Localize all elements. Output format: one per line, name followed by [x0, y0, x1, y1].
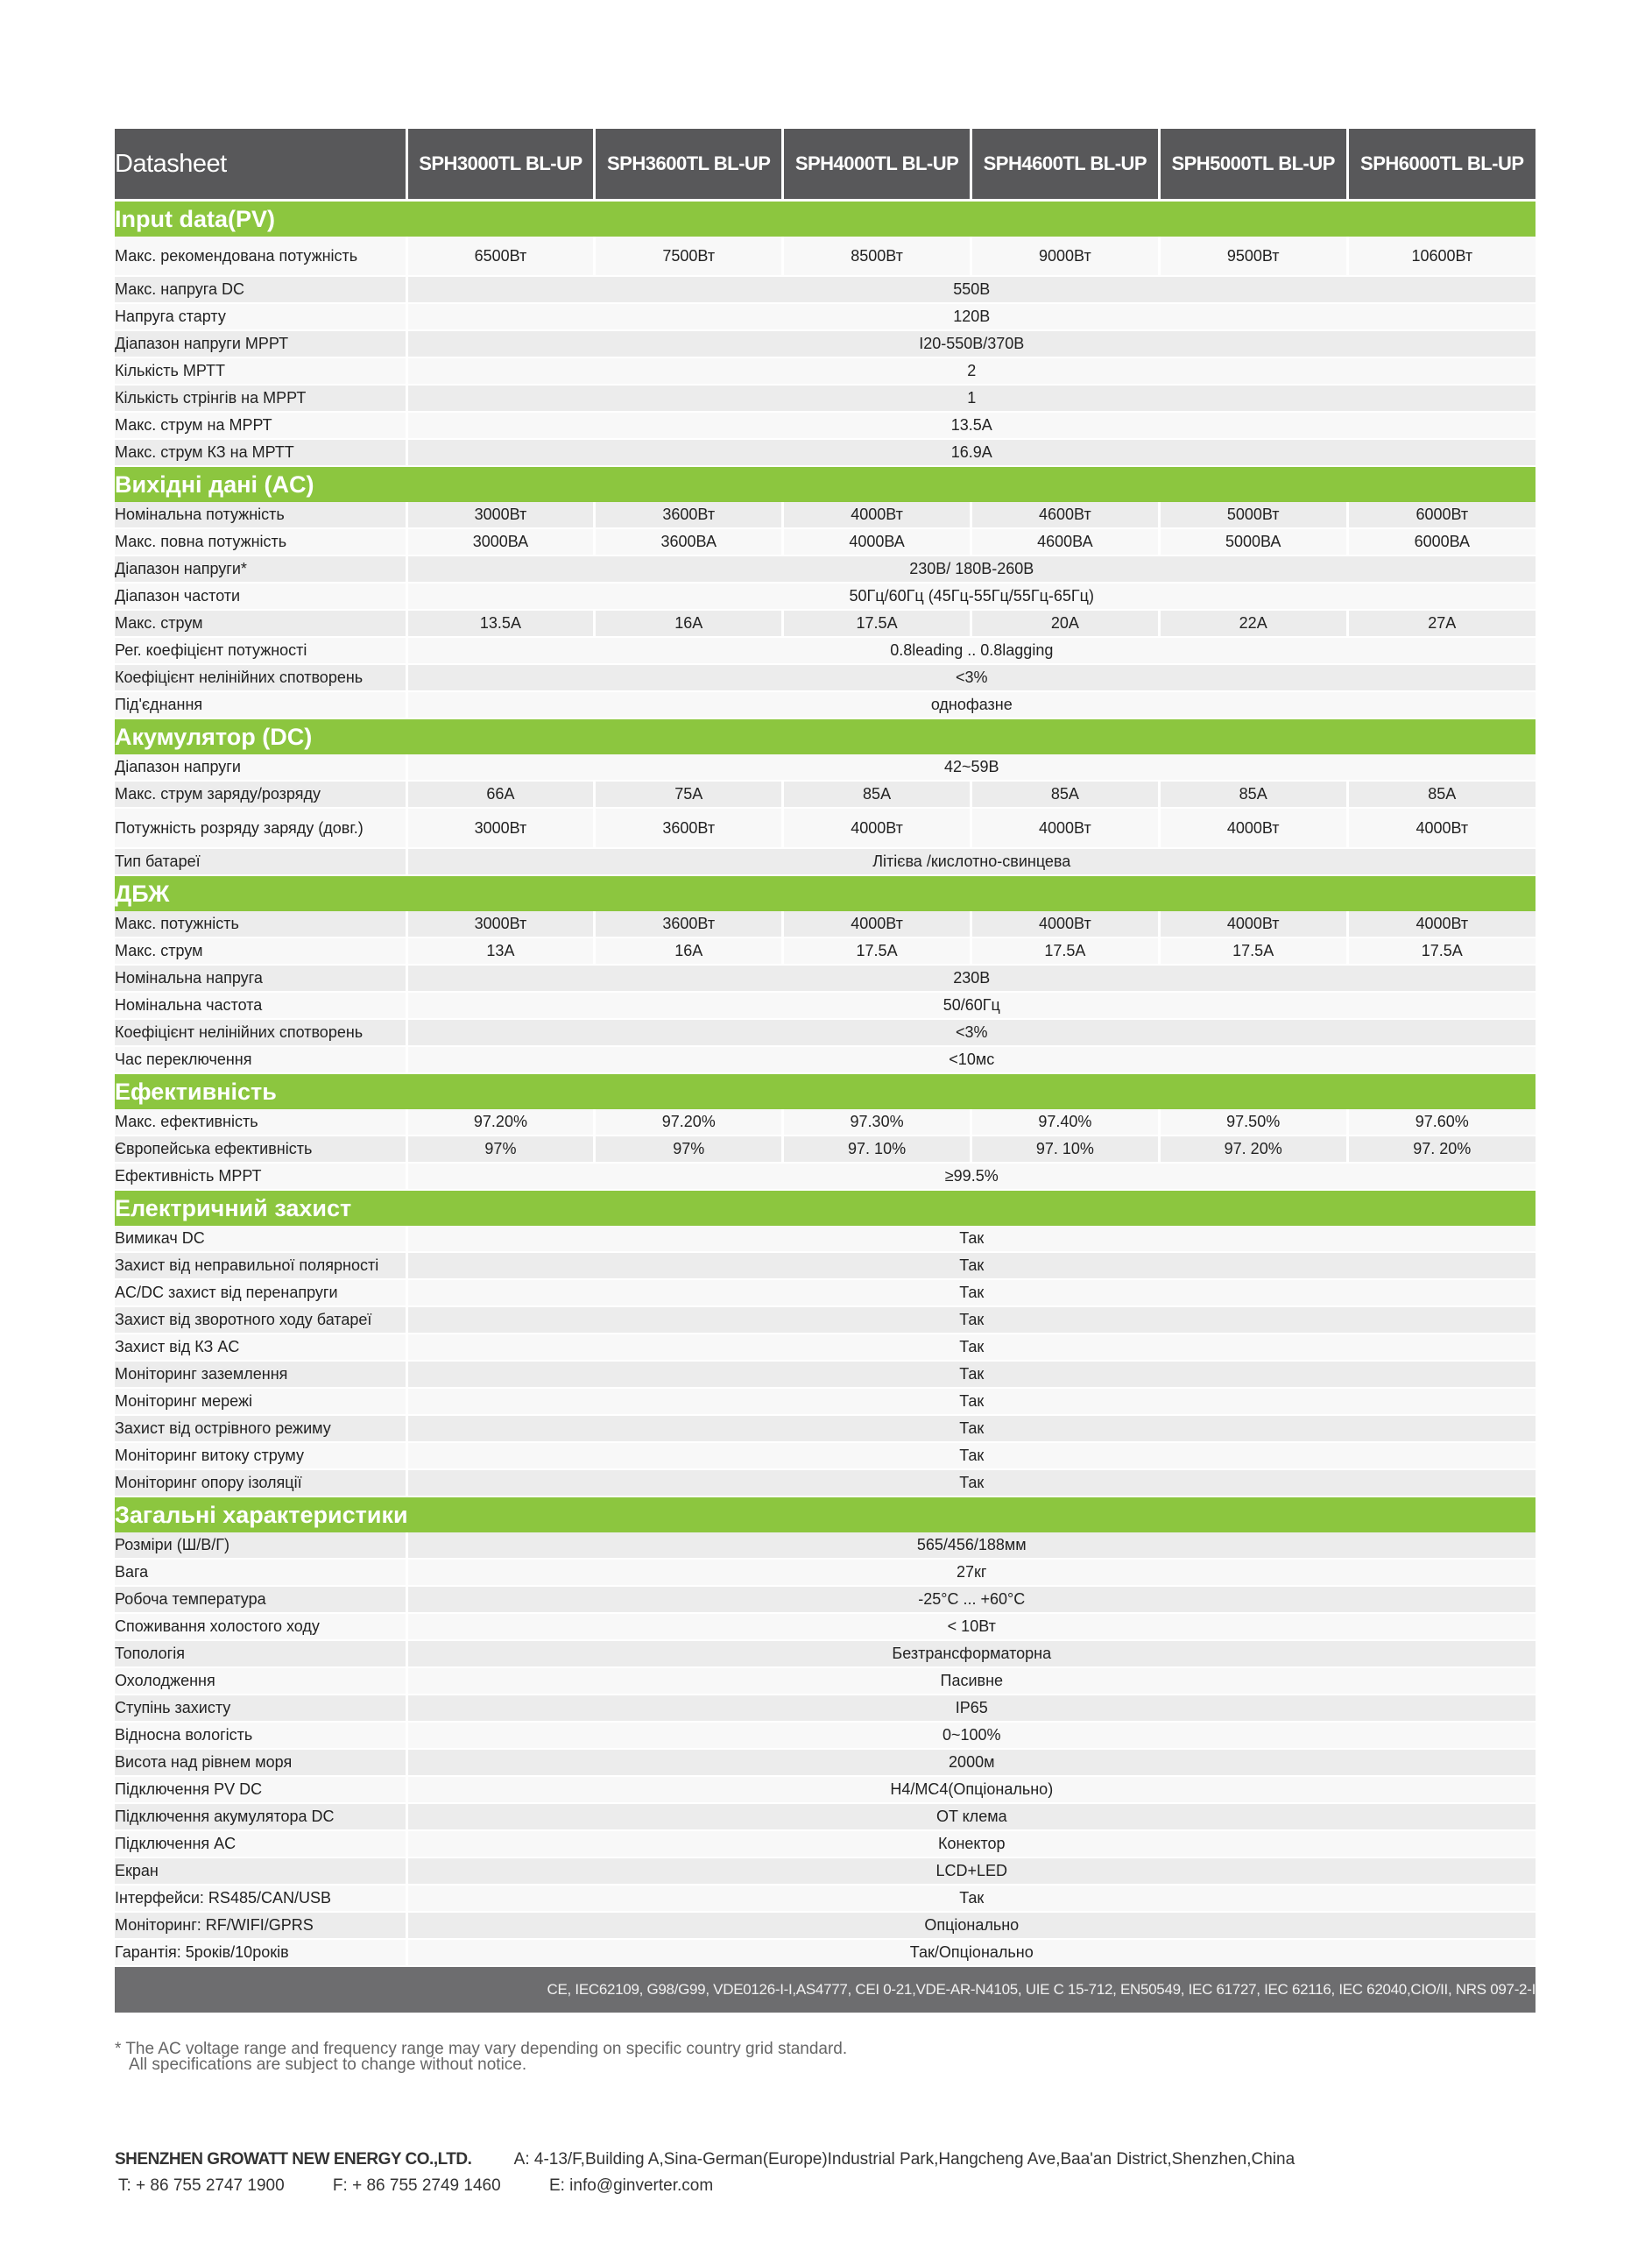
spec-value: OT клема [406, 1803, 1536, 1830]
model-header: SPH5000TL BL-UP [1159, 129, 1347, 201]
spec-label: Макс. струм КЗ на МРТТ [115, 439, 406, 466]
spec-label: Час переключення [115, 1046, 406, 1073]
spec-row [115, 781, 1536, 808]
spec-label: Макс. струм [115, 938, 406, 965]
section-title: Вихідні дані (AC) [115, 466, 1536, 502]
spec-label: Макс. повна потужність [115, 528, 406, 555]
spec-value: 50Гц/60Гц (45Гц-55Гц/55Гц-65Гц) [406, 583, 1536, 610]
spec-value: Так [406, 1334, 1536, 1361]
section-title: Загальні характеристики [115, 1497, 1536, 1532]
section-header [115, 1497, 1536, 1532]
spec-row [115, 1885, 1536, 1912]
spec-value: 97% [406, 1136, 595, 1163]
spec-label: Діапазон напруги* [115, 555, 406, 583]
spec-row [115, 1019, 1536, 1046]
spec-value: 4000ВА [783, 528, 971, 555]
spec-value: -25°C ... +60°C [406, 1586, 1536, 1613]
spec-value: Так [406, 1226, 1536, 1252]
datasheet-body [115, 201, 1536, 1967]
datasheet-title: Datasheet [115, 129, 406, 201]
spec-label: Висота над рівнем моря [115, 1749, 406, 1776]
spec-label: Охолодження [115, 1667, 406, 1695]
spec-row [115, 1722, 1536, 1749]
spec-row [115, 1163, 1536, 1190]
spec-value: 17.5A [783, 938, 971, 965]
spec-label: Рег. коефіцієнт потужності [115, 637, 406, 664]
spec-value: 5000Вт [1159, 502, 1347, 528]
spec-row [115, 848, 1536, 875]
spec-value: 3000Вт [406, 911, 595, 938]
spec-row [115, 610, 1536, 637]
footnote-grid-standard: * The AC voltage range and frequency range may vary depending on specific country grid standard. [115, 2040, 848, 2058]
spec-label: Під'єднання [115, 691, 406, 718]
spec-value: 8500Вт [783, 237, 971, 276]
spec-value: 22A [1159, 610, 1347, 637]
spec-value: 4000Вт [783, 808, 971, 848]
spec-value: 17.5A [1159, 938, 1347, 965]
spec-value: 97.60% [1347, 1109, 1536, 1136]
footnotes [115, 2041, 847, 2073]
spec-row [115, 555, 1536, 583]
spec-value: 9000Вт [971, 237, 1159, 276]
certifications-row [115, 1966, 1536, 2013]
spec-value: 27кг [406, 1559, 1536, 1586]
spec-value: Так [406, 1442, 1536, 1469]
spec-row [115, 330, 1536, 357]
spec-row [115, 1388, 1536, 1415]
section-header [115, 466, 1536, 502]
spec-value: 75A [595, 781, 783, 808]
spec-value: Безтрансформаторна [406, 1640, 1536, 1667]
spec-value: 3600ВА [595, 528, 783, 555]
spec-label: Ефективність МРРТ [115, 1163, 406, 1190]
spec-value: однофазне [406, 691, 1536, 718]
datasheet-table [115, 129, 1536, 2013]
spec-value: 4000Вт [783, 502, 971, 528]
spec-label: Захист від острівного режиму [115, 1415, 406, 1442]
company-name: SHENZHEN GROWATT NEW ENERGY CO.,LTD. [115, 2150, 472, 2169]
spec-value: LCD+LED [406, 1857, 1536, 1885]
spec-label: Захист від зворотного ходу батареї [115, 1306, 406, 1334]
section-title: Електричний захист [115, 1190, 1536, 1226]
spec-value: 6000ВА [1347, 528, 1536, 555]
spec-value: 50/60Гц [406, 992, 1536, 1019]
header-row [115, 129, 1536, 201]
spec-value: 97.20% [595, 1109, 783, 1136]
spec-label: Захист від неправильної полярності [115, 1252, 406, 1279]
spec-label: Підключення акумулятора DC [115, 1803, 406, 1830]
spec-row [115, 1559, 1536, 1586]
company-footer [115, 2150, 1551, 2196]
spec-value: 1 [406, 385, 1536, 412]
spec-value: 16.9A [406, 439, 1536, 466]
spec-value: 5000ВА [1159, 528, 1347, 555]
spec-row [115, 1749, 1536, 1776]
section-header [115, 201, 1536, 237]
spec-value: 85A [1159, 781, 1347, 808]
spec-value: 97. 20% [1159, 1136, 1347, 1163]
spec-value: Літієва /кислотно-свинцева [406, 848, 1536, 875]
model-header: SPH4000TL BL-UP [783, 129, 971, 201]
spec-value: 85A [971, 781, 1159, 808]
spec-value: 97.30% [783, 1109, 971, 1136]
company-email: E: info@ginverter.com [548, 2176, 714, 2195]
spec-value: 4000Вт [1159, 808, 1347, 848]
spec-label: Коефіцієнт нелінійних спотворень [115, 664, 406, 691]
spec-value: Так [406, 1279, 1536, 1306]
spec-value: 17.5A [1347, 938, 1536, 965]
spec-label: Макс. напруга DC [115, 276, 406, 303]
spec-value: Так [406, 1361, 1536, 1388]
spec-row [115, 1912, 1536, 1939]
spec-value: 85A [1347, 781, 1536, 808]
spec-value: 3600Вт [595, 808, 783, 848]
spec-value: 3600Вт [595, 502, 783, 528]
spec-row [115, 1109, 1536, 1136]
spec-value: 3000Вт [406, 808, 595, 848]
spec-value: 13.5A [406, 610, 595, 637]
spec-label: Номінальна напруга [115, 965, 406, 992]
spec-value: 97.40% [971, 1109, 1159, 1136]
spec-label: Макс. рекомендована потужність [115, 237, 406, 276]
spec-row [115, 1830, 1536, 1857]
spec-value: 0.8leading .. 0.8lagging [406, 637, 1536, 664]
spec-label: Розміри (Ш/В/Г) [115, 1532, 406, 1559]
spec-value: 3000Вт [406, 502, 595, 528]
section-header [115, 718, 1536, 754]
spec-label: Інтерфейси: RS485/CAN/USB [115, 1885, 406, 1912]
spec-row [115, 1640, 1536, 1667]
spec-label: Макс. ефективність [115, 1109, 406, 1136]
spec-label: Гарантія: 5років/10років [115, 1939, 406, 1966]
spec-label: AC/DC захист від перенапруги [115, 1279, 406, 1306]
spec-value: Так [406, 1252, 1536, 1279]
model-header: SPH6000TL BL-UP [1347, 129, 1536, 201]
spec-label: Підключення AC [115, 1830, 406, 1857]
spec-label: Макс. струм на МРРТ [115, 412, 406, 439]
spec-value: 230В [406, 965, 1536, 992]
spec-value: 17.5A [783, 610, 971, 637]
spec-value: Пасивне [406, 1667, 1536, 1695]
spec-row [115, 1613, 1536, 1640]
spec-value: 3600Вт [595, 911, 783, 938]
spec-row [115, 938, 1536, 965]
spec-value: Так [406, 1885, 1536, 1912]
footnote-spec-change: All specifications are subject to change without notice. [129, 2055, 527, 2074]
spec-row [115, 1334, 1536, 1361]
spec-label: Вага [115, 1559, 406, 1586]
spec-value: 20A [971, 610, 1159, 637]
spec-label: Європейська ефективність [115, 1136, 406, 1163]
spec-value: 230В/ 180В-260В [406, 555, 1536, 583]
spec-label: Діапазон напруги [115, 754, 406, 781]
spec-label: Макс. потужність [115, 911, 406, 938]
spec-value: 6000Вт [1347, 502, 1536, 528]
spec-value: 16A [595, 938, 783, 965]
spec-value: 4000Вт [1347, 808, 1536, 848]
spec-row [115, 1939, 1536, 1966]
spec-label: Номінальна частота [115, 992, 406, 1019]
spec-value: <3% [406, 664, 1536, 691]
spec-value: 565/456/188мм [406, 1532, 1536, 1559]
spec-value: 0~100% [406, 1722, 1536, 1749]
spec-value: 97. 20% [1347, 1136, 1536, 1163]
section-header [115, 875, 1536, 911]
spec-label: Тип батареї [115, 848, 406, 875]
spec-value: 27A [1347, 610, 1536, 637]
spec-value: 17.5A [971, 938, 1159, 965]
spec-row [115, 439, 1536, 466]
spec-value: Так/Опціонально [406, 1939, 1536, 1966]
spec-value: <10мс [406, 1046, 1536, 1073]
spec-label: Діапазон напруги МРРТ [115, 330, 406, 357]
spec-value: Так [406, 1469, 1536, 1497]
section-header [115, 1073, 1536, 1109]
spec-row [115, 1586, 1536, 1613]
certifications-text: CE, IEC62109, G98/G99, VDE0126-I-I,AS4777, CEI 0-21,VDE-AR-N4105, UIE C 15-712, EN50549, IEC 61727, IEC 62116, IEC 62040,CIO/II, NRS 097-2-I [115, 1966, 1536, 2013]
spec-row [115, 1415, 1536, 1442]
spec-label: Споживання холостого ходу [115, 1613, 406, 1640]
spec-label: Моніторинг витоку струму [115, 1442, 406, 1469]
spec-row [115, 911, 1536, 938]
spec-label: Захист від КЗ AC [115, 1334, 406, 1361]
spec-row [115, 1695, 1536, 1722]
section-title: ДБЖ [115, 875, 1536, 911]
spec-value: 4000Вт [1347, 911, 1536, 938]
model-header: SPH4600TL BL-UP [971, 129, 1159, 201]
spec-value: 7500Вт [595, 237, 783, 276]
spec-row [115, 357, 1536, 385]
spec-row [115, 1667, 1536, 1695]
spec-label: Напруга старту [115, 303, 406, 330]
spec-label: Діапазон частоти [115, 583, 406, 610]
spec-value: <3% [406, 1019, 1536, 1046]
spec-row [115, 1442, 1536, 1469]
spec-row [115, 412, 1536, 439]
spec-row [115, 528, 1536, 555]
spec-row [115, 1469, 1536, 1497]
spec-value: Опціонально [406, 1912, 1536, 1939]
spec-value: 3000ВА [406, 528, 595, 555]
spec-value: < 10Вт [406, 1613, 1536, 1640]
spec-value: 2 [406, 357, 1536, 385]
spec-row [115, 808, 1536, 848]
spec-label: Моніторинг заземлення [115, 1361, 406, 1388]
spec-value: I20-550В/370В [406, 330, 1536, 357]
spec-value: 120В [406, 303, 1536, 330]
spec-row [115, 385, 1536, 412]
spec-row [115, 1226, 1536, 1252]
spec-row [115, 276, 1536, 303]
spec-row [115, 1046, 1536, 1073]
spec-label: Коефіцієнт нелінійних спотворень [115, 1019, 406, 1046]
spec-row [115, 754, 1536, 781]
spec-value: 4600Вт [971, 502, 1159, 528]
spec-value: 6500Вт [406, 237, 595, 276]
spec-value: 4000Вт [1159, 911, 1347, 938]
spec-label: Моніторинг мережі [115, 1388, 406, 1415]
spec-label: Моніторинг: RF/WIFI/GPRS [115, 1912, 406, 1939]
spec-row [115, 1279, 1536, 1306]
spec-value: IP65 [406, 1695, 1536, 1722]
section-header [115, 1190, 1536, 1226]
section-title: Акумулятор (DC) [115, 718, 1536, 754]
spec-label: Кількість стрінгів на МРРТ [115, 385, 406, 412]
spec-value: 2000м [406, 1749, 1536, 1776]
spec-value: 42~59В [406, 754, 1536, 781]
spec-row [115, 965, 1536, 992]
spec-value: Так [406, 1388, 1536, 1415]
spec-row [115, 1136, 1536, 1163]
spec-label: Топологія [115, 1640, 406, 1667]
spec-label: Підключення PV DC [115, 1776, 406, 1803]
model-header: SPH3600TL BL-UP [595, 129, 783, 201]
spec-label: Макс. струм [115, 610, 406, 637]
spec-value: H4/MC4(Опціонально) [406, 1776, 1536, 1803]
spec-label: Відносна вологість [115, 1722, 406, 1749]
spec-row [115, 1857, 1536, 1885]
company-phone: T: + 86 755 2747 1900 [118, 2176, 285, 2195]
spec-row [115, 992, 1536, 1019]
spec-row [115, 691, 1536, 718]
company-fax: F: + 86 755 2749 1460 [332, 2176, 501, 2195]
spec-row [115, 637, 1536, 664]
spec-value: 4000Вт [971, 911, 1159, 938]
model-header: SPH3000TL BL-UP [406, 129, 595, 201]
company-address: A: 4-13/F,Building A,Sina-German(Europe)Industrial Park,Hangcheng Ave,Baa'an District,Shenzhen,China [513, 2150, 1295, 2169]
spec-value: 13A [406, 938, 595, 965]
spec-value: 97. 10% [783, 1136, 971, 1163]
spec-value: 66A [406, 781, 595, 808]
spec-value: 97.50% [1159, 1109, 1347, 1136]
spec-row [115, 303, 1536, 330]
spec-row [115, 583, 1536, 610]
spec-value: 97% [595, 1136, 783, 1163]
spec-label: Ступінь захисту [115, 1695, 406, 1722]
spec-value: 9500Вт [1159, 237, 1347, 276]
spec-value: Так [406, 1306, 1536, 1334]
spec-value: 10600Вт [1347, 237, 1536, 276]
spec-label: Екран [115, 1857, 406, 1885]
spec-row [115, 1306, 1536, 1334]
spec-value: ≥99.5% [406, 1163, 1536, 1190]
spec-value: 550В [406, 276, 1536, 303]
spec-row [115, 1252, 1536, 1279]
spec-row [115, 1361, 1536, 1388]
spec-row [115, 664, 1536, 691]
spec-value: 4000Вт [971, 808, 1159, 848]
spec-value: 85A [783, 781, 971, 808]
spec-label: Робоча температура [115, 1586, 406, 1613]
spec-value: 16A [595, 610, 783, 637]
spec-label: Номінальна потужність [115, 502, 406, 528]
spec-value: 4600ВА [971, 528, 1159, 555]
spec-row [115, 1803, 1536, 1830]
spec-row [115, 237, 1536, 276]
spec-value: Так [406, 1415, 1536, 1442]
section-title: Ефективність [115, 1073, 1536, 1109]
spec-value: 4000Вт [783, 911, 971, 938]
spec-value: 97.20% [406, 1109, 595, 1136]
spec-label: Макс. струм заряду/розряду [115, 781, 406, 808]
spec-label: Потужність розряду заряду (довг.) [115, 808, 406, 848]
spec-row [115, 1776, 1536, 1803]
spec-label: Вимикач DC [115, 1226, 406, 1252]
spec-label: Моніторинг опору ізоляції [115, 1469, 406, 1497]
spec-value: 97. 10% [971, 1136, 1159, 1163]
spec-row [115, 502, 1536, 528]
spec-label: Кількість МРТТ [115, 357, 406, 385]
section-title: Input data(PV) [115, 201, 1536, 237]
spec-row [115, 1532, 1536, 1559]
spec-value: 13.5A [406, 412, 1536, 439]
spec-value: Конектор [406, 1830, 1536, 1857]
